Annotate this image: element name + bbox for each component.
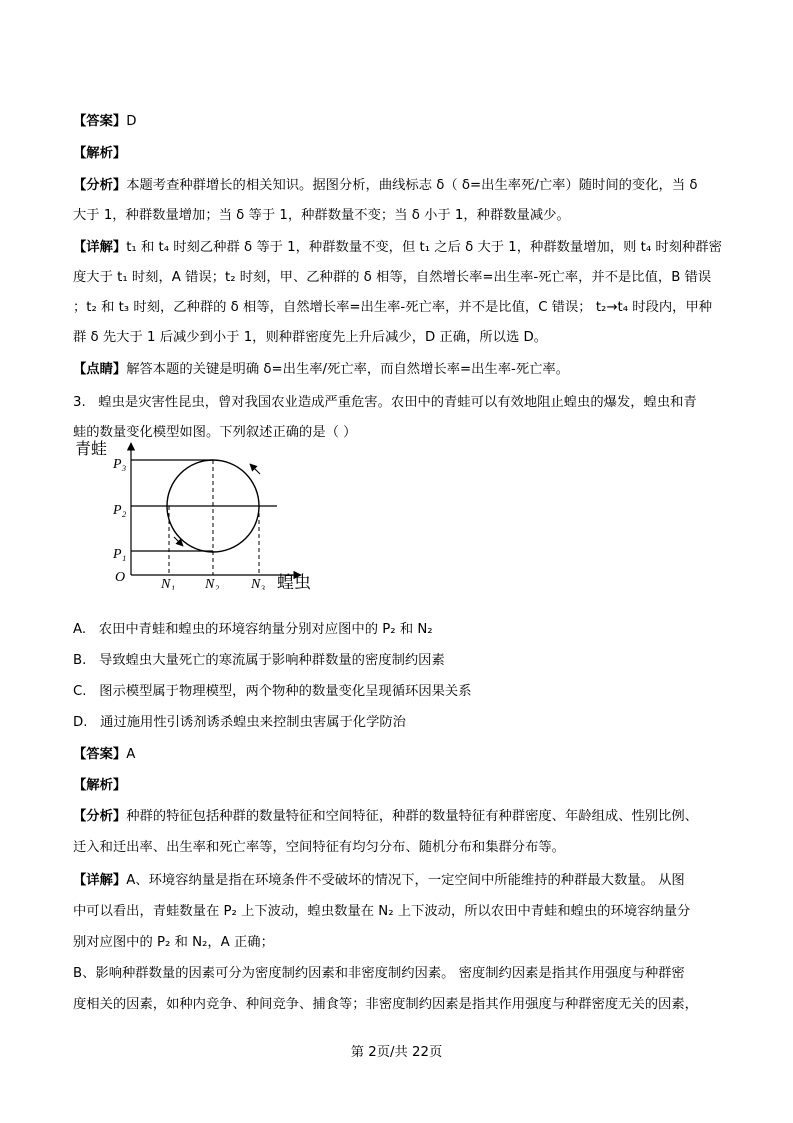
fenxi-line-1 xyxy=(73,807,698,827)
prev-xiangjie-line-1 xyxy=(73,238,722,258)
option-letter: A. xyxy=(73,622,87,637)
option-d xyxy=(73,713,406,733)
p2-label: P₂ xyxy=(113,503,127,518)
p1-label: P₁ xyxy=(113,547,127,562)
question-number: 3. xyxy=(73,395,86,410)
xiangjie-line-2: 中可以看出，青蛙数量在 P₂ 上下波动，蝗虫数量在 N₂ 上下波动，所以农田中青蛙和蝗虫的环境容纳量分 xyxy=(73,904,691,919)
prev-answer-line xyxy=(73,112,136,132)
prev-dianjing-line xyxy=(73,360,569,380)
fenxi-tag: 【分析】 xyxy=(73,178,127,193)
answer-value: A xyxy=(126,747,136,762)
answer-line xyxy=(73,745,135,765)
page-footer: 第 2页/共 22页 xyxy=(350,1045,443,1060)
option-text: 导致蝗虫大量死亡的寒流属于影响种群数量的密度制约因素 xyxy=(99,653,445,668)
predator-prey-diagram xyxy=(73,440,343,590)
xiangjie-text: A、环境容纳量是指在环境条件不受破坏的情况下，一定空间中所能维持的种群最大数量。 从图 xyxy=(126,873,685,888)
fenxi-line-2: 迁入和迁出率、出生率和死亡率等，空间特征有均匀分布、随机分布和集群分布等。 xyxy=(73,840,565,855)
xiangjie-line-5: 度相关的因素，如种内竞争、种间竞争、捕食等；非密度制约因素是指其作用强度与种群密度无关的因素， xyxy=(73,997,698,1012)
dianjing-text: 解答本题的关键是明确 δ=出生率/死亡率，而自然增长率=出生率-死亡率。 xyxy=(126,362,570,377)
x-axis-label: 蝗虫 xyxy=(277,573,311,590)
analysis-title: 【解析】 xyxy=(73,778,127,793)
option-letter: D. xyxy=(73,715,88,730)
prev-fenxi-line-2: 大于 1，种群数量增加；当 δ 等于 1，种群数量不变；当 δ 小于 1，种群数量减少。 xyxy=(73,208,570,223)
y-axis-label: 青蛙 xyxy=(75,440,108,458)
question-line-1 xyxy=(73,393,697,413)
fenxi-text: 本题考查种群增长的相关知识。据图分析，曲线标志 δ（ δ=出生率死/亡率）随时间的变化，当 δ xyxy=(126,178,698,193)
prev-xiangjie-line-2: 度大于 t₁ 时刻，A 错误；t₂ 时刻，甲、乙种群的 δ 相等，自然增长率=出生率-死亡率，并不是比值，B 错误 xyxy=(73,270,712,285)
option-text: 农田中青蛙和蝗虫的环境容纳量分别对应图中的 P₂ 和 N₂ xyxy=(98,622,433,637)
xiangjie-line-3: 别对应图中的 P₂ 和 N₂，A 正确； xyxy=(73,935,274,950)
prev-fenxi-line-1 xyxy=(73,176,697,196)
option-text: 通过施用性引诱剂诱杀蝗虫来控制虫害属于化学防治 xyxy=(100,715,406,730)
p3-label: P₃ xyxy=(113,457,127,472)
option-text: 图示模型属于物理模型，两个物种的数量变化呈现循环因果关系 xyxy=(99,684,472,699)
question-stem: 蝗虫是灾害性昆虫，曾对我国农业造成严重危害。农田中的青蛙可以有效地阻止蝗虫的爆发，蝗虫和青 xyxy=(98,395,697,410)
dianjing-tag: 【点睛】 xyxy=(73,362,127,377)
arrow-top-right xyxy=(250,464,260,474)
n2-label: N₂ xyxy=(205,577,220,590)
answer-tag: 【答案】 xyxy=(73,747,127,762)
xiangjie-tag: 【详解】 xyxy=(73,873,127,888)
xiangjie-tag: 【详解】 xyxy=(73,240,127,255)
option-letter: B. xyxy=(73,653,87,668)
arrow-bottom-left xyxy=(174,537,183,546)
option-c xyxy=(73,682,472,702)
prev-xiangjie-line-3: ；t₂ 和 t₃ 时刻，乙种群的 δ 相等，自然增长率=出生率-死亡率，并不是比值，C 错误； t₂→t₄ 时段内，甲种 xyxy=(73,300,713,315)
n1-label: N₁ xyxy=(161,577,176,590)
n3-label: N₃ xyxy=(251,577,266,590)
option-b xyxy=(73,651,445,671)
answer-tag: 【答案】 xyxy=(73,114,127,129)
xiangjie-line-1 xyxy=(73,871,685,891)
answer-value: D xyxy=(126,114,137,129)
xiangjie-line-4: B、影响种群数量的因素可分为密度制约因素和非密度制约因素。 密度制约因素是指其作用强度与种群密 xyxy=(73,966,685,981)
prev-xiangjie-line-4: 群 δ 先大于 1 后减少到小于 1，则种群密度先上升后减少，D 正确，所以选 D。 xyxy=(73,330,548,345)
fenxi-text: 种群的特征包括种群的数量特征和空间特征，种群的数量特征有种群密度、年龄组成、性别比例、 xyxy=(126,809,698,824)
option-letter: C. xyxy=(73,684,87,699)
question-line-2: 蛙的数量变化模型如图。下列叙述正确的是（ ） xyxy=(73,425,357,440)
xiangjie-text: t₁ 和 t₄ 时刻乙种群 δ 等于 1，种群数量不变，但 t₁ 之后 δ 大于 1，种群数量增加，则 t₄ 时刻种群密 xyxy=(126,240,722,255)
option-a xyxy=(73,620,433,640)
fenxi-tag: 【分析】 xyxy=(73,809,127,824)
analysis-title: 【解析】 xyxy=(73,146,127,161)
origin-label: O xyxy=(115,570,126,585)
